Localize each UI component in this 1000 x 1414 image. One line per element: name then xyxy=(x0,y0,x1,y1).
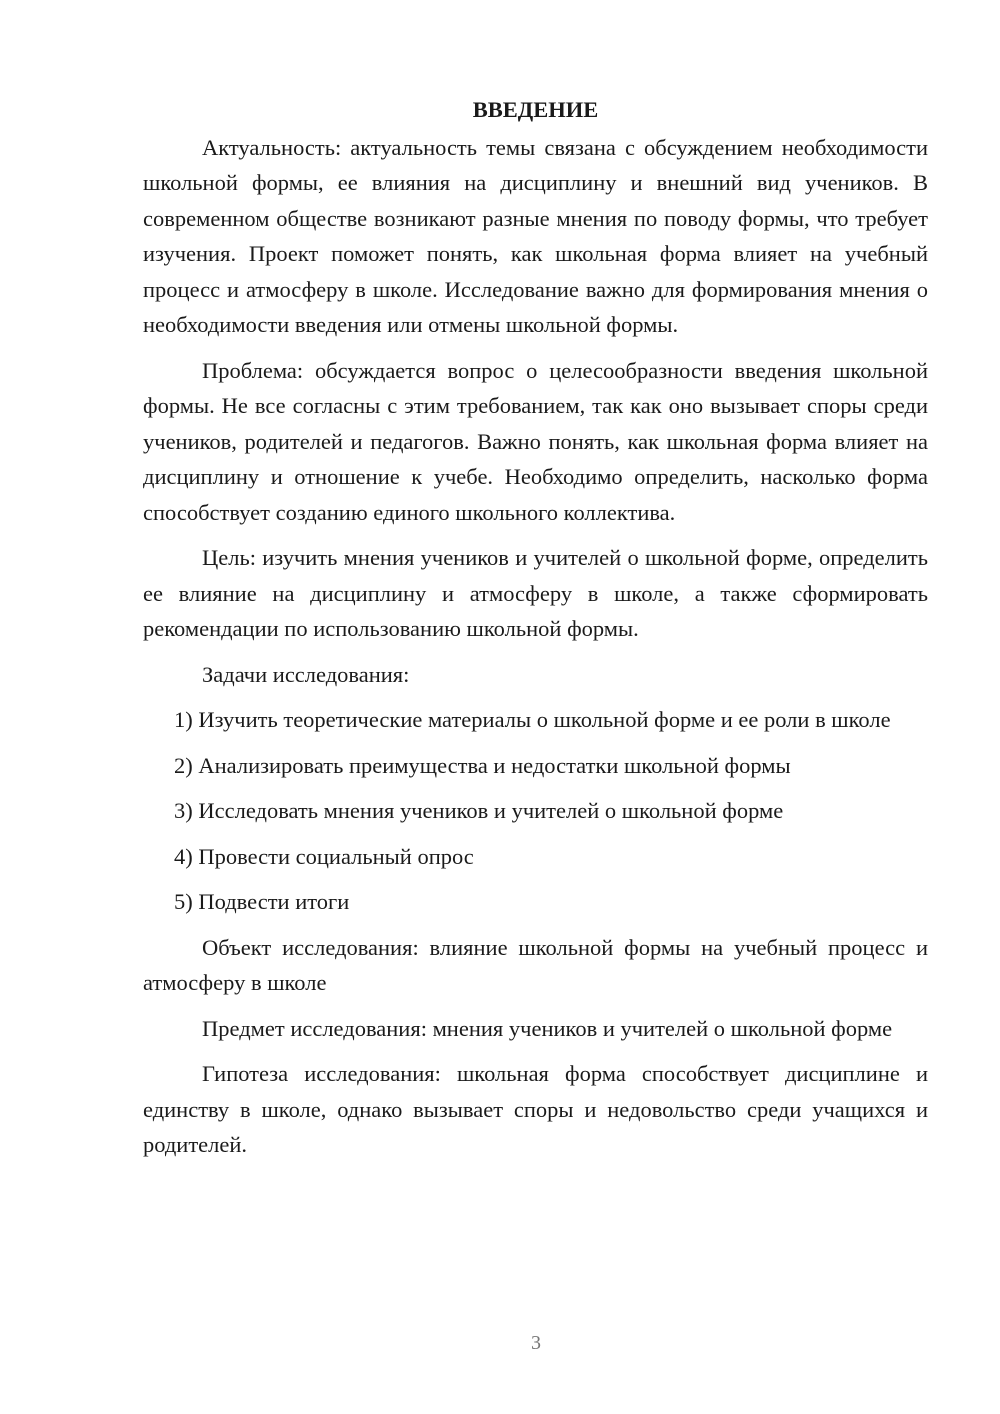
task-item: 2) Анализировать преимущества и недостатки школьной формы xyxy=(174,752,791,778)
paragraph-object: Объект исследования: влияние школьной формы на учебный процесс и атмосферу в школе xyxy=(143,934,928,995)
task-item: 3) Исследовать мнения учеников и учителей о школьной форме xyxy=(174,798,784,823)
paragraph-subject: Предмет исследования: мнения учеников и учителей о школьной форме xyxy=(202,1015,893,1041)
tasks-list xyxy=(143,702,928,920)
page-content xyxy=(143,92,928,1173)
paragraph-hypothesis: Гипотеза исследования: школьная форма способствует дисциплине и единству в школе, однако вызывает споры и недовольство среди учащихся и родителей. xyxy=(143,1061,928,1157)
tasks-heading: Задачи исследования: xyxy=(202,661,410,687)
paragraph-relevance: Актуальность: актуальность темы связана с обсуждением необходимости школьной формы, ее влияния на дисциплину и внешний вид учеников. В современном обществе возникают разные мнения по поводу формы, что требует изучения. Проект поможет понять, как школьная форма влияет на учебный процесс и атмосферу в школе. Исследование важно для формирования мнения о необходимости введения или отмены школьной формы. xyxy=(143,134,928,337)
task-item: 1) Изучить теоретические материалы о школьной форме и ее роли в школе xyxy=(174,707,891,732)
task-item: 5) Подвести итоги xyxy=(174,889,350,914)
section-title: ВВЕДЕНИЕ xyxy=(472,97,599,122)
task-item: 4) Провести социальный опрос xyxy=(174,843,474,869)
paragraph-goal: Цель: изучить мнения учеников и учителей о школьной форме, определить ее влияние на дисциплину и атмосферу в школе, а также сформировать рекомендации по использованию школьной формы. xyxy=(143,545,928,641)
paragraph-problem: Проблема: обсуждается вопрос о целесообразности введения школьной формы. Не все согласны с этим требованием, так как оно вызывает споры среди учеников, родителей и педагогов. Важно понять, как школьная форма влияет на дисциплину и отношение к учебе. Необходимо определить, насколько форма способствует созданию единого школьного коллектива. xyxy=(143,357,928,525)
page-number: 3 xyxy=(531,1332,541,1354)
